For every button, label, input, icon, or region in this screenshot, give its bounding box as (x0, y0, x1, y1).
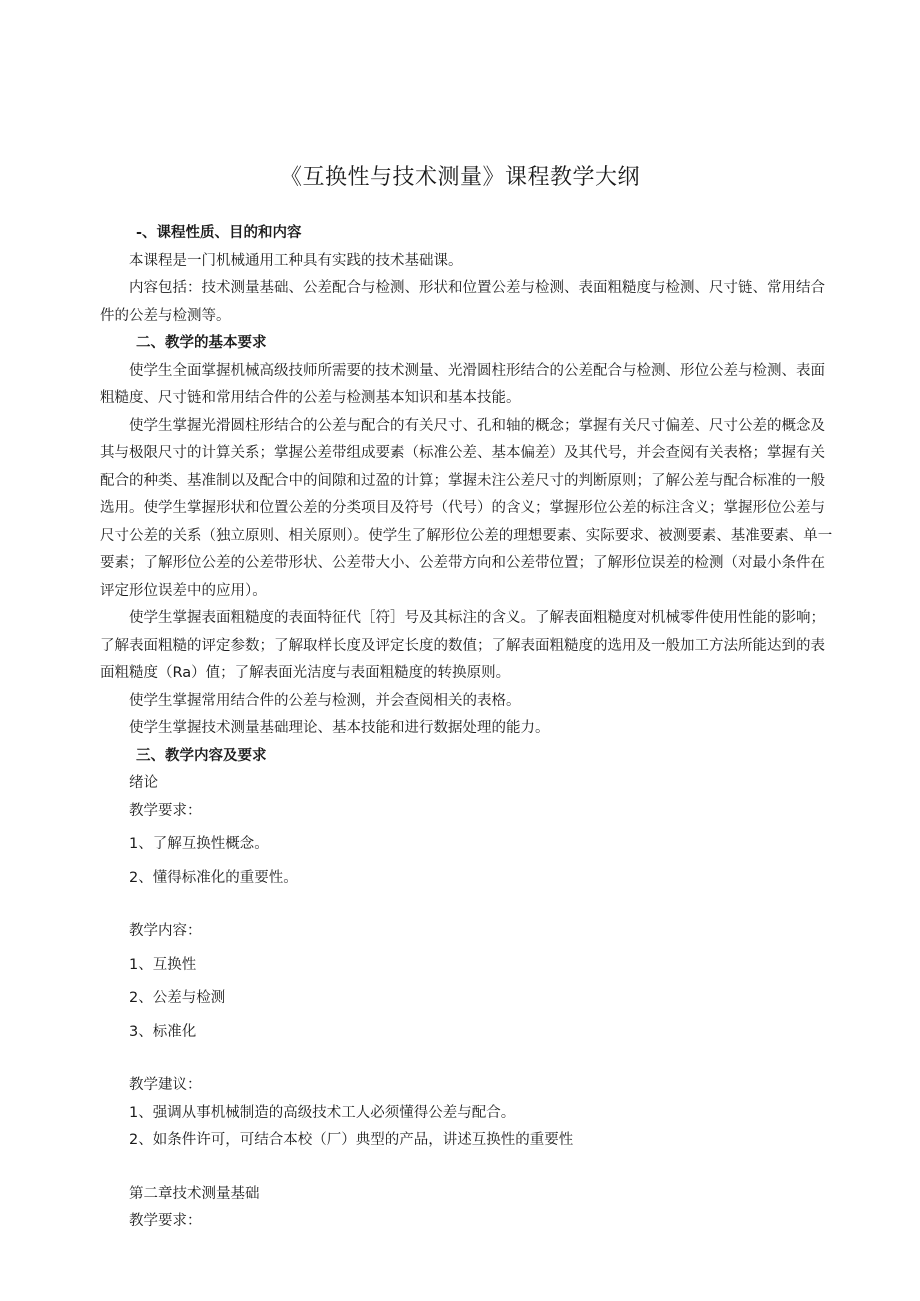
list-item: 2、公差与检测 (129, 990, 226, 1006)
requirements-label: 教学要求： (129, 1213, 202, 1229)
list-item: 2、如条件许可，可结合本校（厂）典型的产品，讲述互换性的重要性 (129, 1132, 574, 1148)
chapter-heading: 第二章技术测量基础 (129, 1185, 260, 1202)
list-item: 1、强调从事机械制造的高级技术工人必须懂得公差与配合。 (129, 1104, 516, 1121)
paragraph: 使学生掌握常用结合件的公差与检测，并会查阅相关的表格。 (129, 692, 521, 709)
document-title: 《互换性与技术测量》课程教学大纲 (279, 165, 640, 190)
section-heading-1: -、课程性质、目的和内容 (136, 225, 302, 241)
paragraph: 使学生全面掌握机械高级技师所需要的技术测量、光滑圆柱形结合的公差配合与检测、形位公差与检测、表面粗糙度、尺寸链和常用结合件的公差与检测基本知识和基本技能。 (100, 362, 825, 406)
paragraph: 内容包括：技术测量基础、公差配合与检测、形状和位置公差与检测、表面粗糙度与检测、尺寸链、常用结合件的公差与检测等。 (100, 280, 825, 324)
content-label: 教学内容： (129, 923, 202, 939)
advice-label: 教学建议： (129, 1077, 202, 1093)
requirements-label: 教学要求： (129, 802, 202, 819)
paragraph: 使学生掌握光滑圆柱形结合的公差与配合的有关尺寸、孔和轴的概念；掌握有关尺寸偏差、尺寸公差的概念及其与极限尺寸的计算关系；掌握公差带组成要素（标准公差、基本偏差）及其代号，并会查阅有关表格；掌握有关配合的种类、基准制以及配合中的间隙和过盈的计算；掌握未注公差尺寸的判断原则；了解公差与配合标准的一般选用。使学生掌握形状和位置公差的分类项目及符号（代号）的含义；掌握形位公差的标注含义；掌握形位公差与尺寸公差的关系（独立原则、相关原则）。使学生了解形位公差的理想要素、实际要求、被测要素、基准要素、单一要素；了解形位公差的公差带形状、公差带大小、公差带方向和公差带位置；了解形位误差的检测（对最小条件在评定形位误差中的应用）。 (100, 417, 833, 599)
paragraph: 使学生掌握技术测量基础理论、基本技能和进行数据处理的能力。 (129, 720, 550, 736)
document-body (100, 220, 835, 1236)
list-item: 3、标准化 (129, 1023, 197, 1040)
list-item: 2、懂得标准化的重要性。 (129, 869, 298, 886)
list-item: 1、互换性 (129, 956, 197, 973)
paragraph: 使学生掌握表面粗糙度的表面特征代［符］号及其标注的含义。了解表面粗糙度对机械零件使用性能的影响；了解表面粗糙的评定参数；了解取样长度及评定长度的数值；了解表面粗糙度的选用及一般加工方法所能达到的表面粗糙度（Ra）值；了解表面光洁度与表面粗糙度的转换原则。 (100, 610, 825, 681)
section-heading-3: 三、教学内容及要求 (136, 747, 267, 764)
list-item: 1、了解互换性概念。 (129, 836, 269, 852)
section-heading-2: 二、教学的基本要求 (136, 335, 267, 351)
intro-heading: 绪论 (129, 775, 158, 791)
paragraph: 本课程是一门机械通用工种具有实践的技术基础课。 (129, 252, 463, 269)
